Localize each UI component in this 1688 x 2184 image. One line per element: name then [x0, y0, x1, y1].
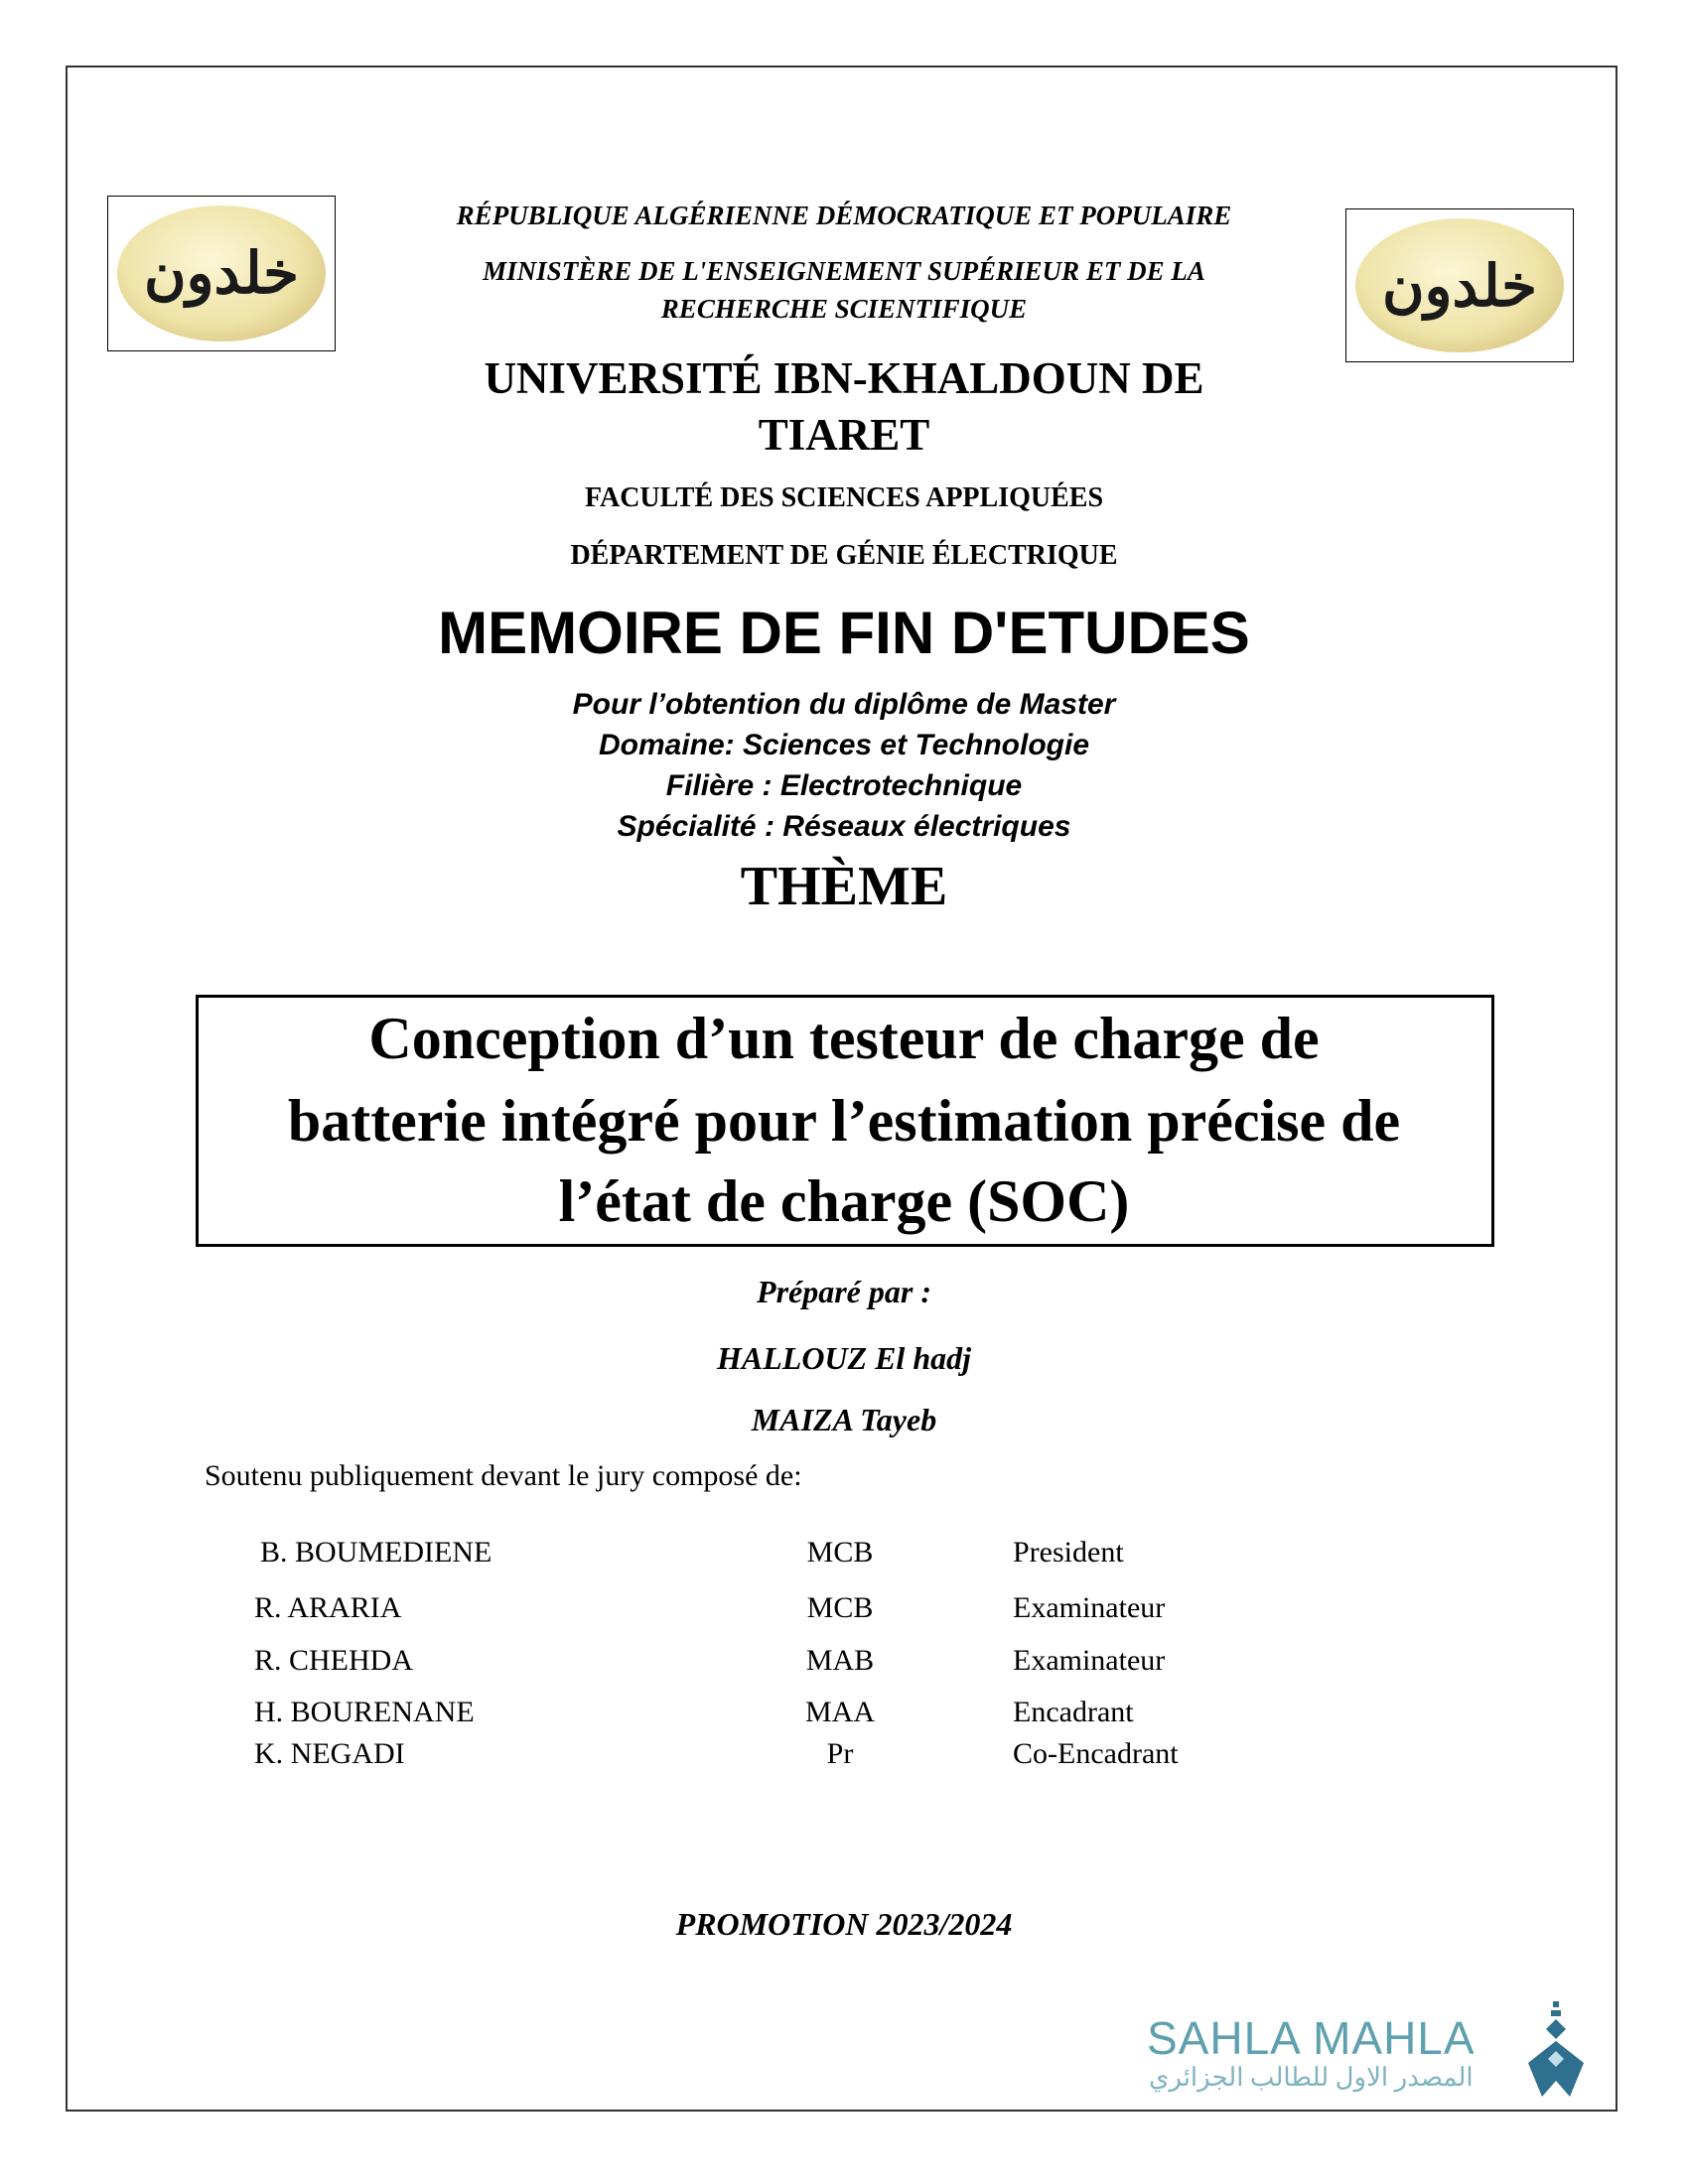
jury-grade: MAA	[804, 1696, 875, 1728]
jury-grade: MCB	[806, 1536, 874, 1569]
jury-name: K. NEGADI	[254, 1737, 405, 1770]
promotion: PROMOTION 2023/2024	[675, 1906, 1013, 1942]
jury-name: R. CHEHDA	[254, 1644, 414, 1677]
jury-role: Examinateur	[1013, 1591, 1166, 1624]
jury-name: B. BOUMEDIENE	[260, 1536, 492, 1569]
jury-role: Co-Encadrant	[1013, 1737, 1179, 1770]
jury-name: R. ARARIA	[254, 1591, 402, 1624]
watermark-brand: SAHLA MAHLA	[1147, 2012, 1476, 2064]
ministry-line-1: MINISTÈRE DE L'ENSEIGNEMENT SUPÉRIEUR ET DE LA	[483, 256, 1205, 286]
diploma-line: Pour l’obtention du diplôme de Master	[572, 688, 1116, 721]
memoire-title: MEMOIRE DE FIN D'ETUDES	[438, 600, 1250, 666]
theme-title-line-2: batterie intégré pour l’estimation précise de	[287, 1088, 1401, 1154]
jury-role: Examinateur	[1013, 1644, 1166, 1677]
specialite-line: Spécialité : Réseaux électriques	[617, 810, 1071, 843]
jury-grade: MCB	[806, 1591, 874, 1624]
jury-grade: Pr	[826, 1737, 854, 1770]
mosque-logo-icon	[1522, 2001, 1592, 2101]
jury-intro: Soutenu publiquement devant le jury composé de:	[205, 1459, 802, 1492]
domain-line: Domaine: Sciences et Technologie	[598, 729, 1090, 761]
author-name: MAIZA Tayeb	[751, 1402, 937, 1437]
theme-title-line-3: l’état de charge (SOC)	[558, 1168, 1130, 1234]
author-name: HALLOUZ El hadj	[716, 1340, 971, 1376]
department: DÉPARTEMENT DE GÉNIE ÉLECTRIQUE	[570, 540, 1118, 571]
watermark-tagline: المصدر الاول للطالب الجزائري	[1149, 2063, 1474, 2092]
university-line-1: UNIVERSITÉ IBN-KHALDOUN DE	[484, 353, 1204, 403]
sahla-mahla-watermark	[1147, 2001, 1594, 2101]
filiere-line: Filière : Electrotechnique	[665, 769, 1023, 802]
seal-icon: خلدون	[117, 205, 326, 341]
faculty: FACULTÉ DES SCIENCES APPLIQUÉES	[584, 482, 1104, 513]
prepared-by-label: Préparé par :	[757, 1274, 931, 1309]
jury-role: Encadrant	[1013, 1696, 1134, 1728]
seal-icon: خلدون	[1355, 218, 1564, 352]
university-line-2: TIARET	[758, 410, 930, 460]
jury-role: President	[1013, 1536, 1124, 1569]
jury-grade: MAB	[805, 1644, 875, 1677]
jury-name: H. BOURENANE	[254, 1696, 475, 1728]
theme-label: THÈME	[740, 856, 948, 917]
ministry-line-2: RECHERCHE SCIENTIFIQUE	[660, 294, 1028, 324]
theme-title-line-1: Conception d’un testeur de charge de	[368, 1006, 1320, 1071]
republic-heading: RÉPUBLIQUE ALGÉRIENNE DÉMOCRATIQUE ET POPULAIRE	[456, 201, 1232, 230]
